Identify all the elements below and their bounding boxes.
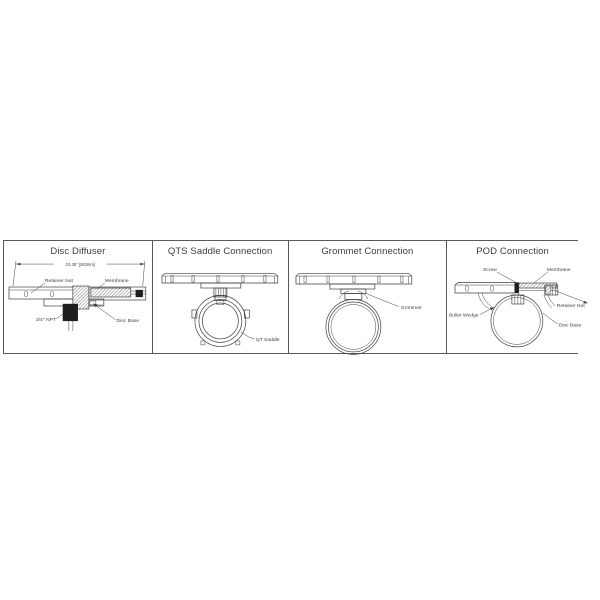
label-qt-saddle: QT Saddle bbox=[255, 336, 280, 343]
callout-qt-saddle bbox=[241, 332, 280, 343]
panel-disc-diffuser bbox=[4, 241, 153, 353]
panel-qts-saddle bbox=[153, 241, 289, 353]
callout-retainer-nut bbox=[556, 291, 588, 309]
label-disc-base: Disc Base bbox=[116, 317, 139, 324]
label-screw: Screw bbox=[483, 267, 498, 274]
label-bullet-wedge: Bullet Wedge bbox=[449, 312, 479, 319]
screw-part bbox=[515, 283, 519, 293]
label-membrane: Membrane bbox=[547, 267, 571, 274]
callout-disc-base bbox=[93, 303, 139, 323]
pipe-circle bbox=[325, 299, 380, 354]
callout-screw bbox=[483, 267, 517, 283]
diffuser-bar bbox=[162, 274, 278, 283]
callout-membrane bbox=[534, 267, 571, 283]
panel-title-pod: POD Connection bbox=[476, 246, 549, 257]
pipe-circle bbox=[491, 295, 543, 347]
qt-saddle-ring bbox=[192, 296, 249, 347]
grommet-drawing bbox=[289, 241, 447, 353]
callout-npt bbox=[36, 314, 63, 323]
label-retainer-nut: Retainer Nut bbox=[44, 278, 73, 285]
diffuser-connection-diagram-band bbox=[3, 240, 586, 354]
label-retainer-nut: Retainer Nut bbox=[557, 302, 586, 309]
pod-assembly bbox=[515, 283, 558, 295]
pod-drawing bbox=[447, 241, 586, 353]
npt-fitting bbox=[63, 304, 78, 321]
panel-grommet bbox=[289, 241, 448, 353]
qts-saddle-drawing bbox=[153, 241, 288, 353]
panel-title-grommet: Grommet Connection bbox=[321, 246, 414, 257]
label-grommet: Grommet bbox=[400, 304, 422, 311]
diffuser-bar bbox=[295, 274, 411, 284]
panel-pod bbox=[447, 241, 586, 353]
callout-retainer-nut bbox=[31, 278, 74, 293]
bullet-wedge-parts bbox=[478, 293, 555, 309]
panel-title-qts-saddle: QTS Saddle Connection bbox=[167, 246, 273, 257]
disc-diffuser-body bbox=[9, 286, 146, 331]
label-disc-base: Disc Base bbox=[559, 322, 582, 329]
saddle-neck bbox=[201, 283, 241, 297]
grommet-seal bbox=[329, 284, 374, 299]
callout-disc-base bbox=[543, 313, 582, 328]
panel-title-disc-diffuser: Disc Diffuser bbox=[50, 246, 106, 257]
disc-diffuser-drawing bbox=[4, 241, 152, 353]
label-npt: 3/4" NPT bbox=[35, 316, 56, 323]
label-membrane: Membrane bbox=[104, 278, 129, 285]
callout-bullet-wedge bbox=[449, 307, 494, 318]
dimension-label: 10.35" [263mm] bbox=[65, 262, 96, 268]
diffuser-bar bbox=[455, 283, 515, 293]
